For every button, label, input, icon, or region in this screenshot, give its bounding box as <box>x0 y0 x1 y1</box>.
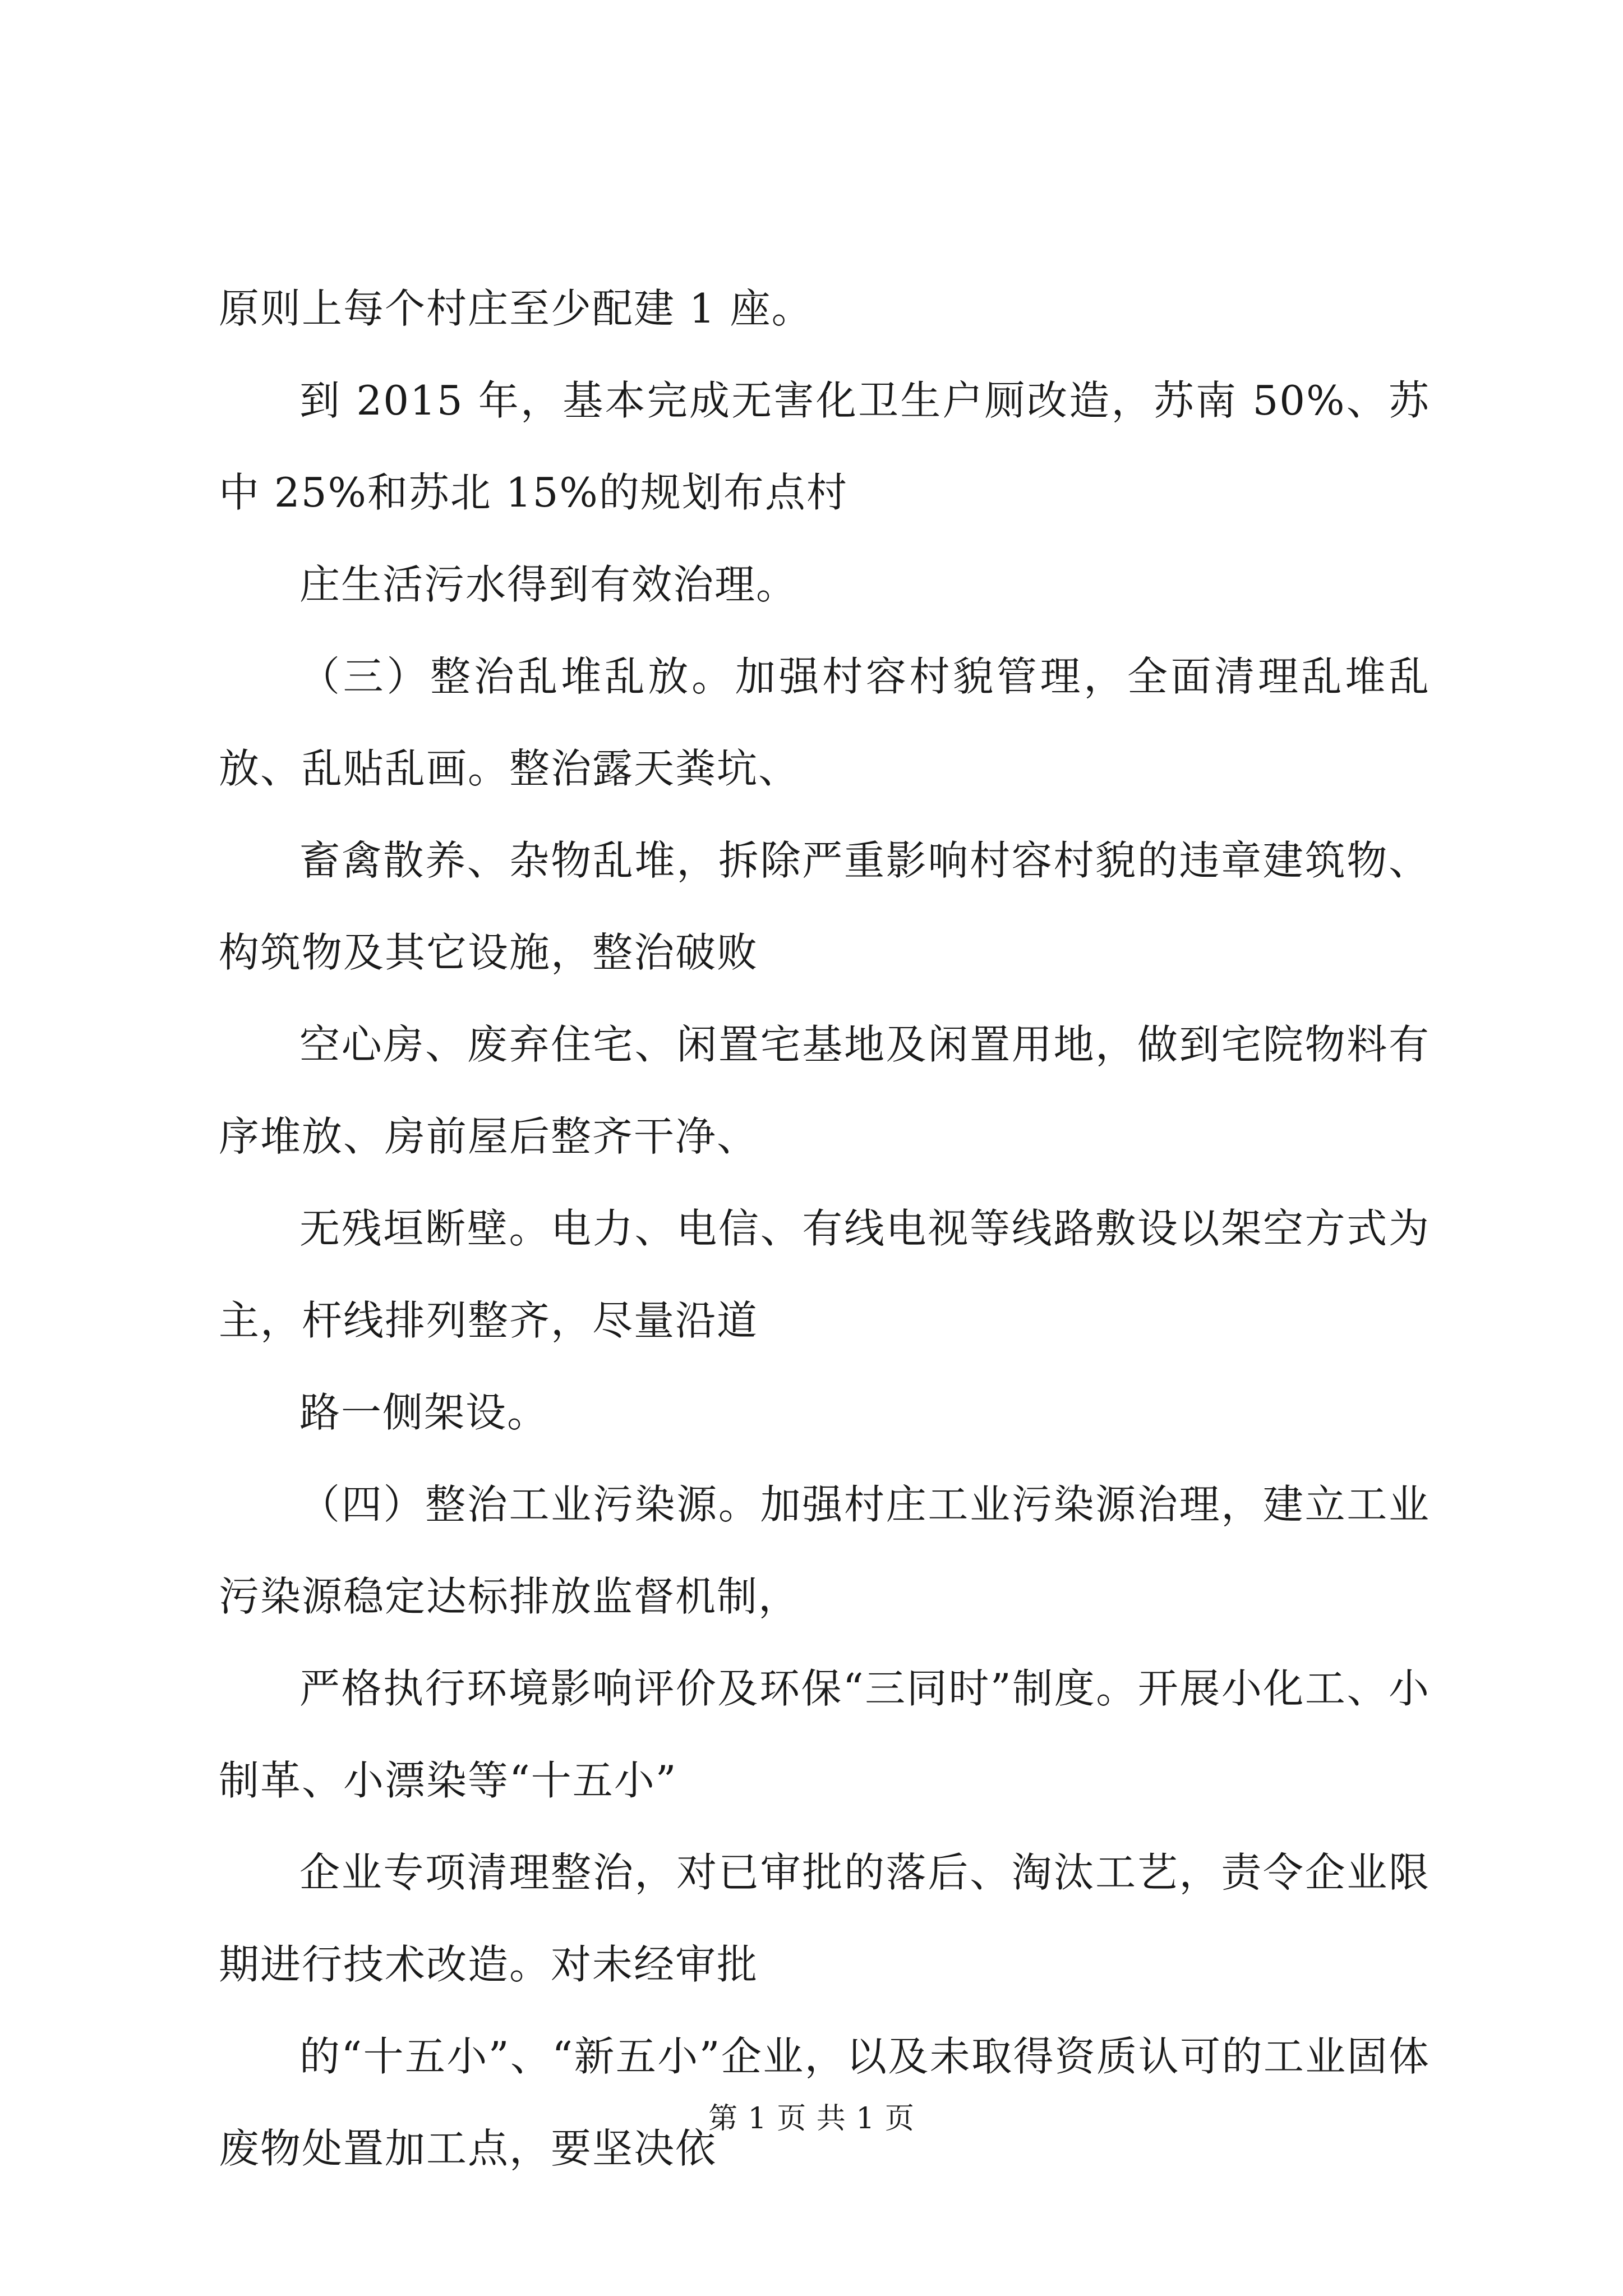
paragraph-7: 无残垣断壁。电力、电信、有线电视等线路敷设以架空方式为主，杆线排列整齐，尽量沿道 <box>219 1205 1430 1344</box>
paragraph-5: 畜禽散养、杂物乱堆，拆除严重影响村容村貌的违章建筑物、构筑物及其它设施，整治破败 <box>219 837 1430 976</box>
paragraph-11: 企业专项清理整治，对已审批的落后、淘汰工艺，责令企业限期进行技术改造。对未经审批 <box>219 1849 1430 1988</box>
paragraph-2: 到 2015 年，基本完成无害化卫生户厕改造，苏南 50%、苏中 25%和苏北 15%的规划布点村 <box>219 377 1430 516</box>
paragraph-12: 的“十五小”、“新五小”企业，以及未取得资质认可的工业固体废物处置加工点，要坚决依 <box>219 2033 1430 2172</box>
document-body <box>219 263 1430 2194</box>
page-number-label: 第 1 页 共 1 页 <box>708 2102 915 2136</box>
paragraph-4: （三）整治乱堆乱放。加强村容村貌管理，全面清理乱堆乱放、乱贴乱画。整治露天粪坑、 <box>219 653 1430 792</box>
paragraph-1: 原则上每个村庄至少配建 1 座。 <box>219 285 813 332</box>
paragraph-10: 严格执行环境影响评价及环保“三同时”制度。开展小化工、小制革、小漂染等“十五小” <box>219 1665 1430 1804</box>
page-footer <box>0 2101 1623 2137</box>
paragraph-6: 空心房、废弃住宅、闲置宅基地及闲置用地，做到宅院物料有序堆放、房前屋后整齐干净、 <box>219 1021 1430 1160</box>
paragraph-8: 路一侧架设。 <box>299 1389 549 1436</box>
paragraph-9: （四）整治工业污染源。加强村庄工业污染源治理，建立工业污染源稳定达标排放监督机制， <box>219 1481 1430 1620</box>
paragraph-3: 庄生活污水得到有效治理。 <box>299 561 798 608</box>
